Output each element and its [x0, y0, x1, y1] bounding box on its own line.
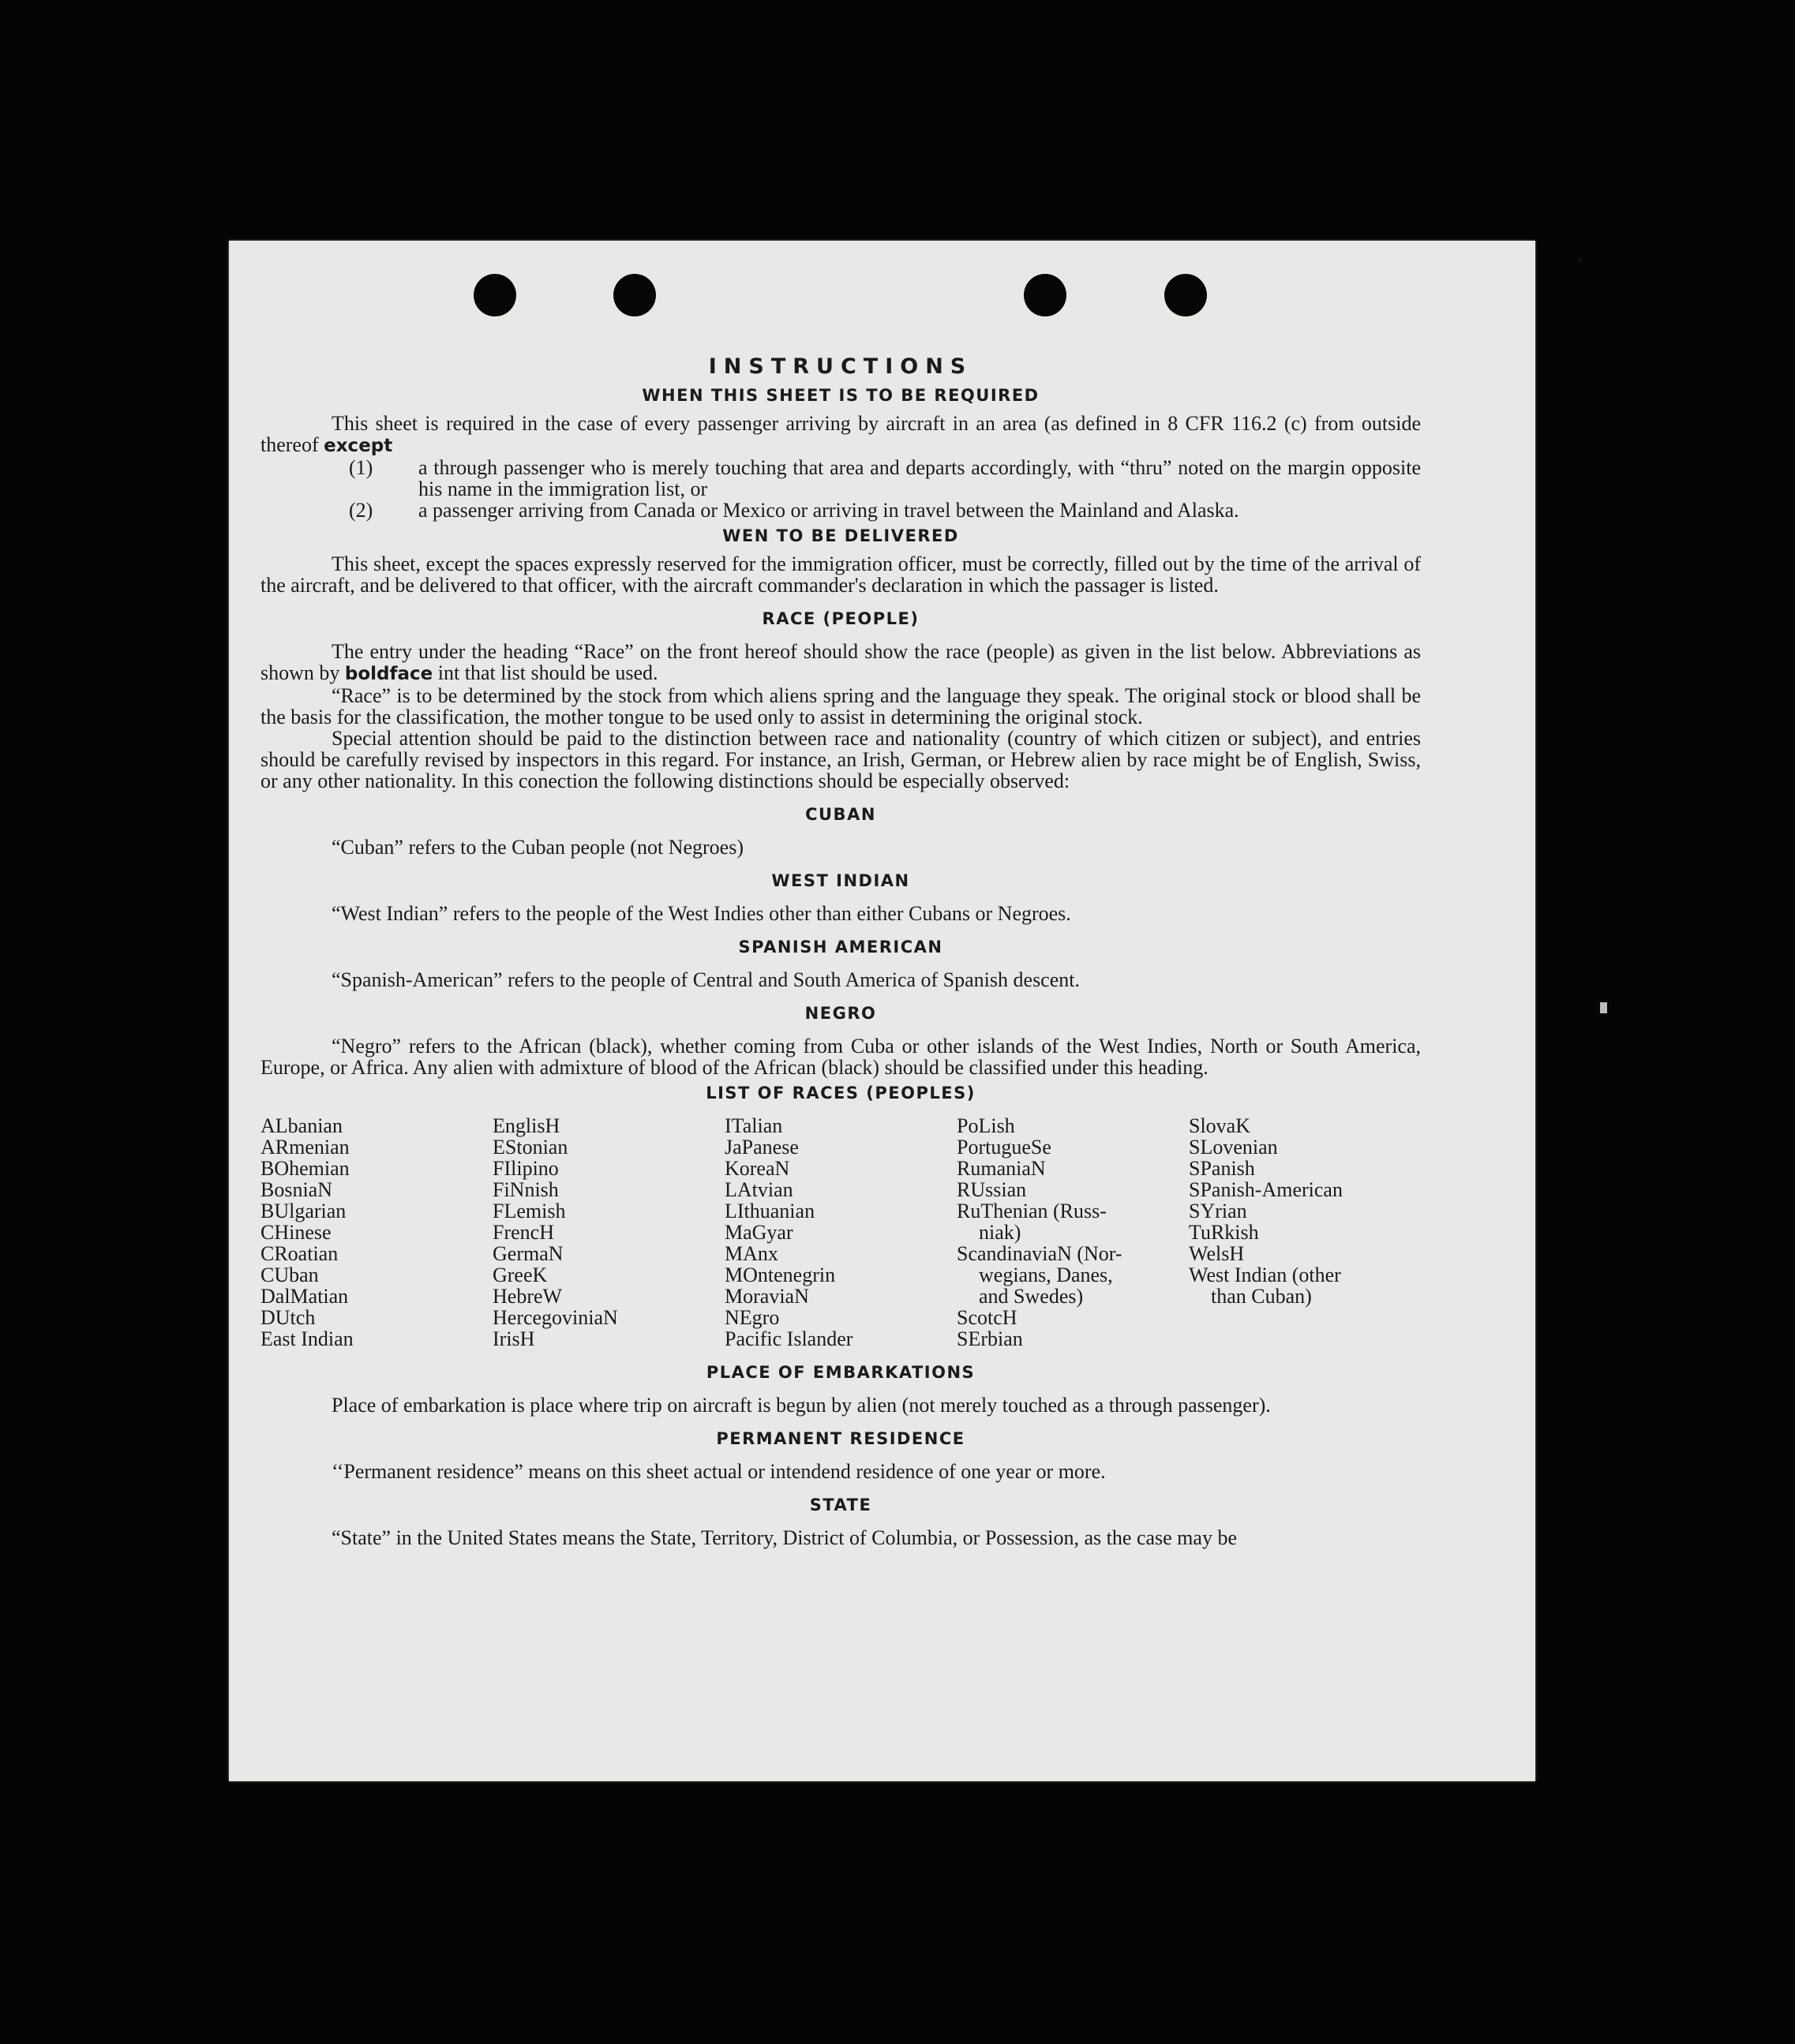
- race-item: LAtvian: [725, 1178, 793, 1201]
- race-item: SYrian: [1189, 1200, 1247, 1222]
- race-item: BOhemian: [260, 1157, 350, 1180]
- scan-speck: [1600, 1002, 1607, 1013]
- race-item: RumaniaN: [957, 1157, 1046, 1180]
- race-item: NEgro: [725, 1306, 780, 1329]
- race-item: CHinese: [260, 1221, 332, 1244]
- race-item: BUlgarian: [260, 1200, 347, 1222]
- heading-race: RACE (PEOPLE): [762, 609, 920, 628]
- races-column-4: [957, 1115, 1189, 1350]
- heading-list-of-races: LIST OF RACES (PEOPLES): [706, 1084, 976, 1102]
- race-item: MoraviaN: [725, 1285, 809, 1308]
- punch-hole: [613, 274, 656, 316]
- heading-negro: NEGRO: [804, 1004, 877, 1023]
- race-item: EnglisH: [493, 1114, 560, 1137]
- document-sheet: [229, 241, 1535, 1781]
- race-item: ALbanian: [260, 1114, 343, 1137]
- punch-hole: [474, 274, 516, 316]
- race-item: ScotcH: [957, 1306, 1017, 1329]
- race-item: JaPanese: [725, 1136, 799, 1159]
- race-item: ARmenian: [260, 1136, 350, 1159]
- race-item: Pacific Islander: [725, 1327, 853, 1350]
- race-item: MOntenegrin: [725, 1263, 836, 1286]
- race-item: HebreW: [493, 1285, 563, 1308]
- race-item: than Cuban): [1211, 1285, 1312, 1308]
- main-heading: INSTRUCTIONS: [708, 354, 973, 379]
- race-item: SlovaK: [1189, 1114, 1250, 1137]
- race-item: HercegoviniaN: [493, 1306, 618, 1329]
- race-paragraph-2: “Race” is to be determined by the stock from which aliens spring and the language they speak. The original stock or blood shall be the basis for the classification, the mother tongue to be used only to assist in determining the original stock.: [260, 684, 1421, 728]
- heading-permanent-residence: PERMANENT RESIDENCE: [716, 1429, 965, 1448]
- race-item: PoLish: [957, 1114, 1015, 1137]
- race-item: TuRkish: [1189, 1221, 1259, 1244]
- race-item: RuThenian (Russ-: [957, 1200, 1107, 1222]
- race-item: DUtch: [260, 1306, 316, 1329]
- race-item: IrisH: [493, 1327, 535, 1350]
- heading-when-delivered: WEN TO BE DELIVERED: [722, 526, 959, 545]
- race-item: ScandinaviaN (Nor-: [957, 1242, 1122, 1265]
- race-item: MAnx: [725, 1242, 778, 1265]
- race-item: SPanish-American: [1189, 1178, 1343, 1201]
- race-item: FLemish: [493, 1200, 566, 1222]
- race-item: ITalian: [725, 1114, 783, 1137]
- exception-item-2: (2) a passenger arriving from Canada or Mexico or arriving in travel between the Mainland and Alaska.: [349, 499, 1239, 522]
- cuban-text: “Cuban” refers to the Cuban people (not Negroes): [332, 836, 744, 859]
- race-item: KoreaN: [725, 1157, 790, 1180]
- race-item: LIthuanian: [725, 1200, 815, 1222]
- heading-embarkation: PLACE OF EMBARKATIONS: [706, 1363, 976, 1382]
- punch-hole: [1024, 274, 1066, 316]
- race-item: BosniaN: [260, 1178, 332, 1201]
- exception-item-1: (1) a through passenger who is merely touching that area and departs accordingly, with “thru” noted on the margin opposite his name in the immigration list, or: [349, 456, 1421, 500]
- race-item: PortugueSe: [957, 1136, 1051, 1159]
- race-item: East Indian: [260, 1327, 354, 1350]
- race-item: MaGyar: [725, 1221, 793, 1244]
- heading-spanish-american: SPANISH AMERICAN: [738, 938, 943, 956]
- race-paragraph-3: Special attention should be paid to the distinction between race and nationality (country of which citizen or subject), and entries should be carefully revised by inspectors in this regard. For instance, an Irish, German, or Hebrew alien by race might be of English, Swiss, or any other nationality. In this conection the following distinctions should be especially observed:: [260, 727, 1421, 792]
- heading-west-indian: WEST INDIAN: [771, 871, 910, 890]
- race-item: DalMatian: [260, 1285, 349, 1308]
- state-text: “State” in the United States means the State, Territory, District of Columbia, or Possession, as the case may be: [332, 1526, 1237, 1549]
- heading-when-required: WHEN THIS SHEET IS TO BE REQUIRED: [642, 386, 1040, 405]
- race-item: SErbian: [957, 1327, 1023, 1350]
- race-item: GermaN: [493, 1242, 564, 1265]
- races-column-3: [725, 1115, 957, 1350]
- races-column-2: [493, 1115, 725, 1350]
- race-item: FrencH: [493, 1221, 554, 1244]
- scan-speck: [1579, 258, 1582, 263]
- punch-hole: [1164, 274, 1207, 316]
- race-item: niak): [979, 1221, 1021, 1244]
- race-item: FIlipino: [493, 1157, 559, 1180]
- residence-text: ‘‘Permanent residence” means on this sheet actual or intendend residence of one year or more.: [332, 1460, 1106, 1483]
- races-list: [260, 1115, 1421, 1350]
- negro-text: “Negro” refers to the African (black), whether coming from Cuba or other islands of the West Indies, North or South America, Europe, or Africa. Any alien with admixture of blood of the African (black) should be classified under this heading.: [260, 1035, 1421, 1079]
- race-item: CRoatian: [260, 1242, 339, 1265]
- race-item: SLovenian: [1189, 1136, 1278, 1159]
- race-item: CUban: [260, 1263, 319, 1286]
- race-paragraph-1: The entry under the heading “Race” on the front hereof should show the race (people) as given in the list below. Abbreviations as shown by boldface int that list should be used.: [260, 640, 1421, 684]
- when-required-text: This sheet is required in the case of every passenger arriving by aircraft in an area (as defined in 8 CFR 116.2 (c) from outside thereof except: [260, 412, 1421, 456]
- heading-cuban: CUBAN: [805, 805, 876, 824]
- races-column-1: [260, 1115, 493, 1350]
- races-column-5: [1189, 1115, 1421, 1350]
- heading-state: STATE: [809, 1496, 872, 1514]
- race-item: WelsH: [1189, 1242, 1245, 1265]
- race-item: SPanish: [1189, 1157, 1255, 1180]
- document-body: [260, 351, 1421, 1548]
- race-item: EStonian: [493, 1136, 568, 1159]
- race-item: and Swedes): [979, 1285, 1084, 1308]
- west-indian-text: “West Indian” refers to the people of the West Indies other than either Cubans or Negroes.: [332, 902, 1071, 925]
- race-item: FiNnish: [493, 1178, 559, 1201]
- race-item: wegians, Danes,: [979, 1263, 1113, 1286]
- when-delivered-text: This sheet, except the spaces expressly reserved for the immigration officer, must be correctly, filled out by the time of the arrival of the aircraft, and be delivered to that officer, with the aircraft commander's declaration in which the passager is listed.: [260, 552, 1421, 597]
- race-item: West Indian (other: [1189, 1263, 1341, 1286]
- race-item: GreeK: [493, 1263, 548, 1286]
- race-item: RUssian: [957, 1178, 1027, 1201]
- spanish-american-text: “Spanish-American” refers to the people of Central and South America of Spanish descent.: [332, 968, 1080, 991]
- embarkation-text: Place of embarkation is place where trip on aircraft is begun by alien (not merely touched as a through passenger).: [332, 1394, 1271, 1417]
